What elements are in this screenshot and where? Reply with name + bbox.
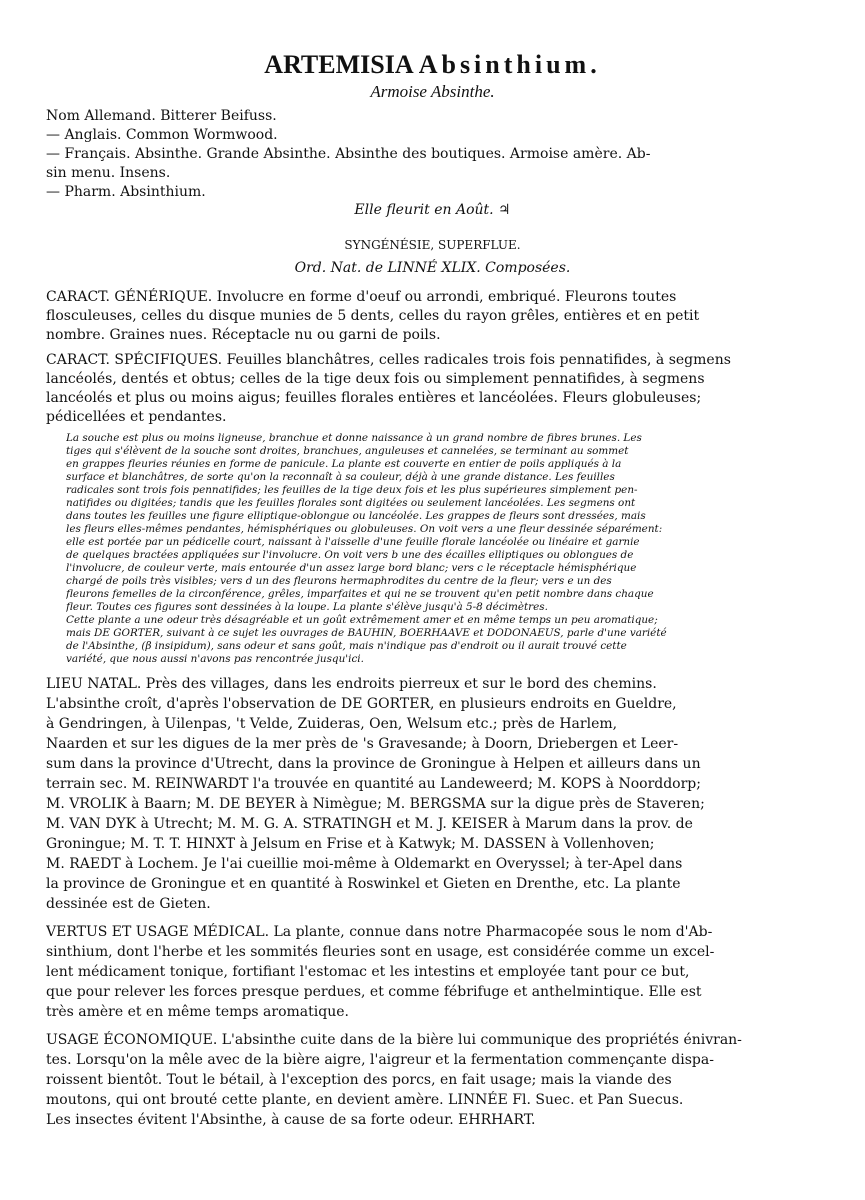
- description-line: Cette plante a une odeur très désagréable et un goût extrêmement amer et en même temps un peu aromatique;: [66, 614, 658, 626]
- habitat-line: terrain sec. M. REINWARDT l'a trouvée en quantité au Landeweerd; M. KOPS à Noorddorp;: [46, 776, 701, 792]
- economic-line: roissent bientôt. Tout le bétail, à l'exception des porcs, en fait usage; mais la viande des: [46, 1072, 672, 1088]
- description-line: surface et blanchâtres, de sorte qu'on la reconnaît à sa couleur, déjà à une grande distance. Les feuilles: [66, 471, 615, 483]
- name-pharm: — Pharm. Absinthium.: [46, 184, 206, 200]
- specific-line-1: CARACT. SPÉCIFIQUES. Feuilles blanchâtres, celles radicales trois fois pennatifides, à segmens: [46, 352, 731, 368]
- description-line: les fleurs elles-mêmes pendantes, hémisphériques ou globuleuses. On voit vers a une fleur dessinée séparément:: [66, 523, 663, 535]
- description-line: de quelques bractées appliquées sur l'involucre. On voit vers b une des écailles elliptiques ou oblongues de: [66, 549, 634, 561]
- description-line: radicales sont trois fois pennatifides; les feuilles de la tige deux fois et les plus supérieures simplement pen-: [66, 484, 638, 496]
- generic-line-2: flosculeuses, celles du disque munies de 5 dents, celles du rayon grêles, entières et en petit: [46, 308, 700, 324]
- specific-line-4: pédicellées et pendantes.: [46, 409, 227, 425]
- page-title: [0, 50, 865, 80]
- description-line: dans toutes les feuilles une figure elliptique-oblongue ou lancéolée. Les grappes de fleurs sont dressées, mais: [66, 510, 646, 522]
- name-french: — Français. Absinthe. Grande Absinthe. Absinthe des boutiques. Armoise amère. Ab-: [46, 146, 651, 162]
- description-line: fleur. Toutes ces figures sont dessinées à la loupe. La plante s'élève jusqu'à 5-8 décimètres.: [66, 601, 548, 613]
- economic-line: tes. Lorsqu'on la mêle avec de la bière aigre, l'aigreur et la fermentation commençante dispa-: [46, 1052, 714, 1068]
- habitat-line: dessinée est de Gieten.: [46, 896, 211, 912]
- economic-line: moutons, qui ont brouté cette plante, en devient amère. LINNÉE Fl. Suec. et Pan Suecus.: [46, 1092, 684, 1108]
- economic-line: USAGE ÉCONOMIQUE. L'absinthe cuite dans de la bière lui communique des propriétés énivran-: [46, 1032, 742, 1048]
- name-german: Nom Allemand. Bitterer Beifuss.: [46, 108, 277, 124]
- description-line: natifides ou digitées; tandis que les feuilles florales sont digitées ou seulement lancéolées. Les segmens ont: [66, 497, 636, 509]
- specific-line-3: lancéolés et plus ou moins aigus; feuilles florales entières et lancéolées. Fleurs globuleuses;: [46, 390, 702, 406]
- description-line: tiges qui s'élèvent de la souche sont droites, branchues, anguleuses et cannelées, se terminant au sommet: [66, 445, 629, 457]
- habitat-line: M. VROLIK à Baarn; M. DE BEYER à Nimègue; M. BERGSMA sur la digue près de Staveren;: [46, 796, 705, 812]
- linnaean-class: SYNGÉNÉSIE, SUPERFLUE.: [344, 238, 521, 252]
- generic-line-3: nombre. Graines nues. Réceptacle nu ou garni de poils.: [46, 327, 441, 343]
- species-name: Absinthium.: [418, 50, 601, 79]
- description-line: de l'Absinthe, (β insipidum), sans odeur et sans goût, mais n'indique pas d'endroit ou il aurait trouvé cette: [66, 640, 627, 652]
- description-line: en grappes fleuries réunies en forme de panicule. La plante est couverte en entier de poils appliqués à la: [66, 458, 622, 470]
- natural-order: Ord. Nat. de LINNÉ XLIX. Composées.: [294, 260, 571, 276]
- medical-line: sinthium, dont l'herbe et les sommités fleuries sont en usage, est considérée comme un excel-: [46, 944, 715, 960]
- habitat-line: M. RAEDT à Lochem. Je l'ai cueillie moi-même à Oldemarkt en Overyssel; à ter-Apel dans: [46, 856, 683, 872]
- description-line: l'involucre, de couleur verte, mais entourée d'un assez large bord blanc; vers c le réceptacle hémisphérique: [66, 562, 637, 574]
- name-english: — Anglais. Common Wormwood.: [46, 127, 278, 143]
- description-line: La souche est plus ou moins ligneuse, branchue et donne naissance à un grand nombre de fibres brunes. Les: [66, 432, 642, 444]
- habitat-line: Naarden et sur les digues de la mer près de 's Gravesande; à Doorn, Driebergen et Leer-: [46, 736, 679, 752]
- medical-line: VERTUS ET USAGE MÉDICAL. La plante, connue dans notre Pharmacopée sous le nom d'Ab-: [46, 924, 713, 940]
- habitat-line: à Gendringen, à Uilenpas, 't Velde, Zuideras, Oen, Welsum etc.; près de Harlem,: [46, 716, 618, 732]
- medical-line: très amère et en même temps aromatique.: [46, 1004, 349, 1020]
- economic-line: Les insectes évitent l'Absinthe, à cause de sa forte odeur. EHRHART.: [46, 1112, 536, 1128]
- habitat-line: sum dans la province d'Utrecht, dans la province de Groningue à Helpen et ailleurs dans un: [46, 756, 701, 772]
- description-line: elle est portée par un pédicelle court, naissant à l'aisselle d'une feuille florale lancéolée ou linéaire et garnie: [66, 536, 640, 548]
- description-line: fleurons femelles de la circonférence, grêles, imparfaites et qui ne se trouvent qu'en petit nombre dans chaque: [66, 588, 654, 600]
- flowering-time: Elle fleurit en Août. ♃: [354, 202, 511, 218]
- description-line: variété, que nous aussi n'avons pas rencontrée jusqu'ici.: [66, 653, 364, 665]
- name-french-cont: sin menu. Insens.: [46, 165, 171, 181]
- habitat-line: la province de Groningue et en quantité à Roswinkel et Gieten en Drenthe, etc. La plante: [46, 876, 681, 892]
- description-line: mais DE GORTER, suivant à ce sujet les ouvrages de BAUHIN, BOERHAAVE et DODONAEUS, parle d'une variété: [66, 627, 667, 639]
- habitat-line: L'absinthe croît, d'après l'observation de DE GORTER, en plusieurs endroits en Gueldre,: [46, 696, 677, 712]
- description-line: chargé de poils très visibles; vers d un des fleurons hermaphrodites du centre de la fleur; vers e un des: [66, 575, 612, 587]
- habitat-line: LIEU NATAL. Près des villages, dans les endroits pierreux et sur le bord des chemins.: [46, 676, 657, 692]
- common-name: Armoise Absinthe.: [370, 82, 495, 101]
- habitat-line: M. VAN DYK à Utrecht; M. M. G. A. STRATINGH et M. J. KEISER à Marum dans la prov. de: [46, 816, 693, 832]
- genus-name: ARTEMISIA: [264, 50, 413, 79]
- habitat-line: Groningue; M. T. T. HINXT à Jelsum en Frise et à Katwyk; M. DASSEN à Vollenhoven;: [46, 836, 655, 852]
- generic-line-1: CARACT. GÉNÉRIQUE. Involucre en forme d'oeuf ou arrondi, embriqué. Fleurons toutes: [46, 289, 677, 305]
- medical-line: que pour relever les forces presque perdues, et comme fébrifuge et anthelmintique. Elle est: [46, 984, 702, 1000]
- medical-line: lent médicament tonique, fortifiant l'estomac et les intestins et employée tant pour ce but,: [46, 964, 690, 980]
- specific-line-2: lancéolés, dentés et obtus; celles de la tige deux fois ou simplement pennatifides, à segmens: [46, 371, 705, 387]
